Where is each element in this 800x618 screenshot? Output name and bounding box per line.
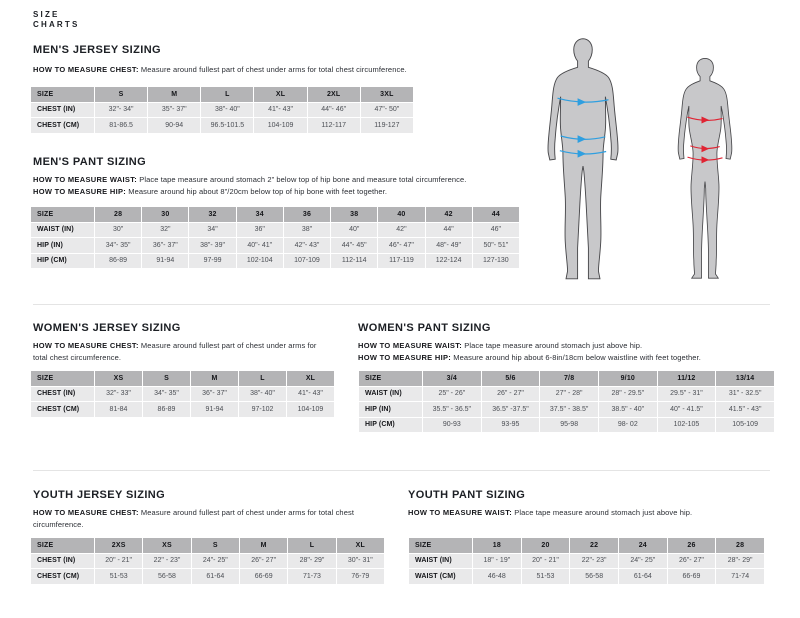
size-value-cell: 32"- 33"	[95, 387, 142, 402]
size-value-cell: 71-74	[716, 569, 764, 584]
howto-text: Measure around hip about 8”/20cm below top of hip bone with feet together.	[126, 187, 388, 196]
size-label-header: SIZE	[409, 538, 472, 553]
column-header: S	[143, 371, 190, 386]
table-row	[31, 238, 519, 253]
size-value-cell: 44"	[426, 223, 472, 238]
table-row	[359, 418, 774, 433]
size-value-cell: 36"- 37"	[142, 238, 188, 253]
column-header: 32	[189, 207, 235, 222]
size-value-cell: 86-89	[95, 254, 141, 269]
size-value-cell: 20" - 21"	[95, 554, 142, 569]
column-header: 9/10	[599, 371, 657, 386]
size-value-cell: 32"	[142, 223, 188, 238]
column-header: 28	[95, 207, 141, 222]
column-header: 2XS	[95, 538, 142, 553]
size-value-cell: 112-117	[308, 118, 360, 133]
size-value-cell: 102-104	[237, 254, 283, 269]
size-value-cell: 104-109	[287, 402, 334, 417]
column-header: S	[95, 87, 147, 102]
table-row	[359, 387, 774, 402]
size-value-cell: 26" - 27"	[482, 387, 540, 402]
section-divider	[33, 304, 770, 305]
size-value-cell: 25" - 26"	[423, 387, 481, 402]
youth-pant-howto	[408, 507, 788, 519]
column-header: 42	[426, 207, 472, 222]
howto-label: HOW TO MEASURE CHEST:	[33, 65, 139, 74]
size-value-cell: 91-94	[191, 402, 238, 417]
size-value-cell: 31" - 32.5"	[716, 387, 774, 402]
column-header: M	[191, 371, 238, 386]
row-label: HIP (IN)	[31, 238, 94, 253]
table-row	[31, 387, 334, 402]
size-value-cell: 48"- 49"	[426, 238, 472, 253]
size-value-cell: 90-94	[148, 118, 200, 133]
howto-label: HOW TO MEASURE WAIST:	[408, 508, 513, 517]
table-header-row	[31, 87, 413, 102]
size-value-cell: 98- 02	[599, 418, 657, 433]
row-label: CHEST (CM)	[31, 402, 94, 417]
size-value-cell: 26"- 27"	[668, 554, 716, 569]
size-value-cell: 71-73	[288, 569, 335, 584]
row-label: CHEST (IN)	[31, 387, 94, 402]
size-value-cell: 36"	[237, 223, 283, 238]
size-value-cell: 95-98	[540, 418, 598, 433]
size-label-header: SIZE	[359, 371, 422, 386]
size-value-cell: 26"- 27"	[240, 554, 287, 569]
female-silhouette	[678, 58, 732, 278]
size-value-cell: 36"- 37"	[191, 387, 238, 402]
table-row	[31, 118, 413, 133]
column-header: 26	[668, 538, 716, 553]
size-value-cell: 34"	[189, 223, 235, 238]
howto-label: HOW TO MEASURE CHEST:	[33, 508, 139, 517]
size-value-cell: 86-89	[143, 402, 190, 417]
row-label: CHEST (IN)	[31, 554, 94, 569]
size-value-cell: 42"- 43"	[284, 238, 330, 253]
column-header: 3/4	[423, 371, 481, 386]
youth-pant-table	[408, 537, 765, 585]
size-value-cell: 38"- 39"	[189, 238, 235, 253]
table-row	[31, 223, 519, 238]
size-value-cell: 51-53	[522, 569, 570, 584]
size-value-cell: 47"- 50"	[361, 103, 413, 118]
size-value-cell: 117-119	[378, 254, 424, 269]
size-value-cell: 22"- 23"	[570, 554, 618, 569]
table-row	[31, 254, 519, 269]
size-value-cell: 81-86.5	[95, 118, 147, 133]
size-value-cell: 122-124	[426, 254, 472, 269]
column-header: M	[240, 538, 287, 553]
table-row	[409, 569, 764, 584]
column-header: 36	[284, 207, 330, 222]
row-label: WAIST (CM)	[409, 569, 472, 584]
size-value-cell: 127-130	[473, 254, 519, 269]
youth-jersey-howto	[33, 507, 378, 530]
size-value-cell: 107-109	[284, 254, 330, 269]
mens-jersey-table	[30, 86, 414, 134]
youth-jersey-title: YOUTH JERSEY SIZING	[33, 489, 166, 501]
size-value-cell: 51-53	[95, 569, 142, 584]
size-value-cell: 35.5" - 36.5"	[423, 402, 481, 417]
size-label-header: SIZE	[31, 87, 94, 102]
size-value-cell: 24"- 25"	[192, 554, 239, 569]
size-value-cell: 104-109	[254, 118, 306, 133]
column-header: XL	[254, 87, 306, 102]
logo-line-2: CHARTS	[33, 19, 80, 29]
size-charts-logo	[33, 10, 80, 29]
size-value-cell: 112-114	[331, 254, 377, 269]
size-value-cell: 56-58	[143, 569, 190, 584]
row-label: WAIST (IN)	[31, 223, 94, 238]
howto-label: HOW TO MEASURE HIP:	[358, 353, 452, 362]
size-value-cell: 41.5" - 43"	[716, 402, 774, 417]
mens-pant-howto-waist	[33, 174, 593, 186]
column-header: 22	[570, 538, 618, 553]
column-header: 40	[378, 207, 424, 222]
column-header: L	[288, 538, 335, 553]
size-value-cell: 24"- 25"	[619, 554, 667, 569]
size-value-cell: 50"- 51"	[473, 238, 519, 253]
table-row	[31, 554, 384, 569]
size-value-cell: 76-79	[337, 569, 384, 584]
column-header: XL	[337, 538, 384, 553]
howto-text: Measure around fullest part of chest under arms for total chest circumference.	[33, 341, 317, 362]
row-label: CHEST (CM)	[31, 118, 94, 133]
howto-text: Place tape measure around stomach just above hip.	[462, 341, 643, 350]
size-value-cell: 34"- 35"	[95, 238, 141, 253]
size-value-cell: 41"- 43"	[254, 103, 306, 118]
table-header-row	[31, 538, 384, 553]
womens-jersey-title: WOMEN'S JERSEY SIZING	[33, 322, 181, 334]
column-header: 11/12	[658, 371, 716, 386]
table-row	[31, 569, 384, 584]
size-value-cell: 34"- 35"	[143, 387, 190, 402]
size-value-cell: 30"	[95, 223, 141, 238]
size-value-cell: 61-64	[192, 569, 239, 584]
row-label: WAIST (IN)	[409, 554, 472, 569]
size-value-cell: 37.5" - 38.5"	[540, 402, 598, 417]
size-value-cell: 36.5" -37.5"	[482, 402, 540, 417]
column-header: M	[148, 87, 200, 102]
table-header-row	[359, 371, 774, 386]
mens-jersey-title: MEN'S JERSEY SIZING	[33, 44, 161, 56]
size-value-cell: 119-127	[361, 118, 413, 133]
mens-pant-table	[30, 206, 520, 269]
size-value-cell: 30"- 31"	[337, 554, 384, 569]
size-value-cell: 46"	[473, 223, 519, 238]
howto-label: HOW TO MEASURE WAIST:	[358, 341, 463, 350]
male-body-measurement-figure	[544, 38, 622, 285]
size-value-cell: 61-64	[619, 569, 667, 584]
row-label: HIP (CM)	[359, 418, 422, 433]
size-value-cell: 91-94	[142, 254, 188, 269]
howto-text: Place tape measure around stomach 2” below top of hip bone and measure total circumference.	[137, 175, 467, 184]
size-value-cell: 38"	[284, 223, 330, 238]
size-value-cell: 66-69	[240, 569, 287, 584]
column-header: 28	[716, 538, 764, 553]
howto-label: HOW TO MEASURE HIP:	[33, 187, 127, 196]
logo-line-1: SIZE	[33, 10, 60, 19]
size-value-cell: 102-105	[658, 418, 716, 433]
size-value-cell: 28" - 29.5"	[599, 387, 657, 402]
column-header: 3XL	[361, 87, 413, 102]
womens-pant-title: WOMEN'S PANT SIZING	[358, 322, 491, 334]
womens-pant-table	[358, 370, 775, 433]
size-value-cell: 27" - 28"	[540, 387, 598, 402]
column-header: L	[239, 371, 286, 386]
column-header: 13/14	[716, 371, 774, 386]
mens-pant-howto-hip	[33, 186, 593, 198]
size-value-cell: 32"- 34"	[95, 103, 147, 118]
size-value-cell: 66-69	[668, 569, 716, 584]
table-row	[359, 402, 774, 417]
column-header: 5/6	[482, 371, 540, 386]
row-label: CHEST (CM)	[31, 569, 94, 584]
size-label-header: SIZE	[31, 538, 94, 553]
row-label: HIP (IN)	[359, 402, 422, 417]
row-label: WAIST (IN)	[359, 387, 422, 402]
youth-pant-title: YOUTH PANT SIZING	[408, 489, 526, 501]
size-value-cell: 40"- 41"	[237, 238, 283, 253]
size-value-cell: 81-84	[95, 402, 142, 417]
howto-text: Measure around hip about 6-8in/18cm below waistline with feet together.	[451, 353, 701, 362]
size-value-cell: 41"- 43"	[287, 387, 334, 402]
column-header: 18	[473, 538, 521, 553]
column-header: L	[201, 87, 253, 102]
column-header: 38	[331, 207, 377, 222]
howto-text: Measure around fullest part of chest under arms for total chest circumference.	[33, 508, 355, 529]
column-header: XL	[287, 371, 334, 386]
size-value-cell: 38"- 40"	[239, 387, 286, 402]
mens-pant-title: MEN'S PANT SIZING	[33, 156, 147, 168]
howto-label: HOW TO MEASURE WAIST:	[33, 175, 138, 184]
table-row	[409, 554, 764, 569]
mens-jersey-howto	[33, 64, 593, 76]
size-value-cell: 96.5-101.5	[201, 118, 253, 133]
size-value-cell: 97-99	[189, 254, 235, 269]
column-header: XS	[95, 371, 142, 386]
column-header: S	[192, 538, 239, 553]
column-header: 2XL	[308, 87, 360, 102]
howto-text: Place tape measure around stomach just above hip.	[512, 508, 693, 517]
male-silhouette	[548, 39, 618, 279]
size-label-header: SIZE	[31, 207, 94, 222]
column-header: XS	[143, 538, 190, 553]
size-value-cell: 42"	[378, 223, 424, 238]
womens-pant-howto-hip	[358, 352, 778, 364]
column-header: 20	[522, 538, 570, 553]
table-row	[31, 103, 413, 118]
column-header: 7/8	[540, 371, 598, 386]
size-value-cell: 93-95	[482, 418, 540, 433]
column-header: 24	[619, 538, 667, 553]
size-value-cell: 46"- 47"	[378, 238, 424, 253]
size-value-cell: 28"- 29"	[716, 554, 764, 569]
size-value-cell: 35"- 37"	[148, 103, 200, 118]
column-header: 44	[473, 207, 519, 222]
youth-jersey-table	[30, 537, 385, 585]
size-value-cell: 44"- 45"	[331, 238, 377, 253]
womens-jersey-table	[30, 370, 335, 418]
size-value-cell: 44"- 46"	[308, 103, 360, 118]
size-value-cell: 29.5" - 31"	[658, 387, 716, 402]
row-label: HIP (CM)	[31, 254, 94, 269]
size-value-cell: 97-102	[239, 402, 286, 417]
row-label: CHEST (IN)	[31, 103, 94, 118]
column-header: 30	[142, 207, 188, 222]
size-value-cell: 56-58	[570, 569, 618, 584]
size-value-cell: 20" - 21"	[522, 554, 570, 569]
howto-text: Measure around fullest part of chest under arms for total chest circumference.	[138, 65, 407, 74]
table-header-row	[31, 207, 519, 222]
size-value-cell: 28"- 29"	[288, 554, 335, 569]
size-value-cell: 38.5" - 40"	[599, 402, 657, 417]
womens-pant-howto-waist	[358, 340, 778, 352]
table-header-row	[31, 371, 334, 386]
size-value-cell: 40"	[331, 223, 377, 238]
table-header-row	[409, 538, 764, 553]
size-value-cell: 40" - 41.5"	[658, 402, 716, 417]
size-value-cell: 22" - 23"	[143, 554, 190, 569]
column-header: 34	[237, 207, 283, 222]
size-value-cell: 90-93	[423, 418, 481, 433]
womens-jersey-howto	[33, 340, 323, 363]
size-value-cell: 18" - 19"	[473, 554, 521, 569]
size-value-cell: 105-109	[716, 418, 774, 433]
table-row	[31, 402, 334, 417]
female-body-measurement-figure	[670, 54, 740, 284]
howto-label: HOW TO MEASURE CHEST:	[33, 341, 139, 350]
size-value-cell: 46-48	[473, 569, 521, 584]
size-label-header: SIZE	[31, 371, 94, 386]
section-divider	[33, 470, 770, 471]
size-value-cell: 38"- 40"	[201, 103, 253, 118]
